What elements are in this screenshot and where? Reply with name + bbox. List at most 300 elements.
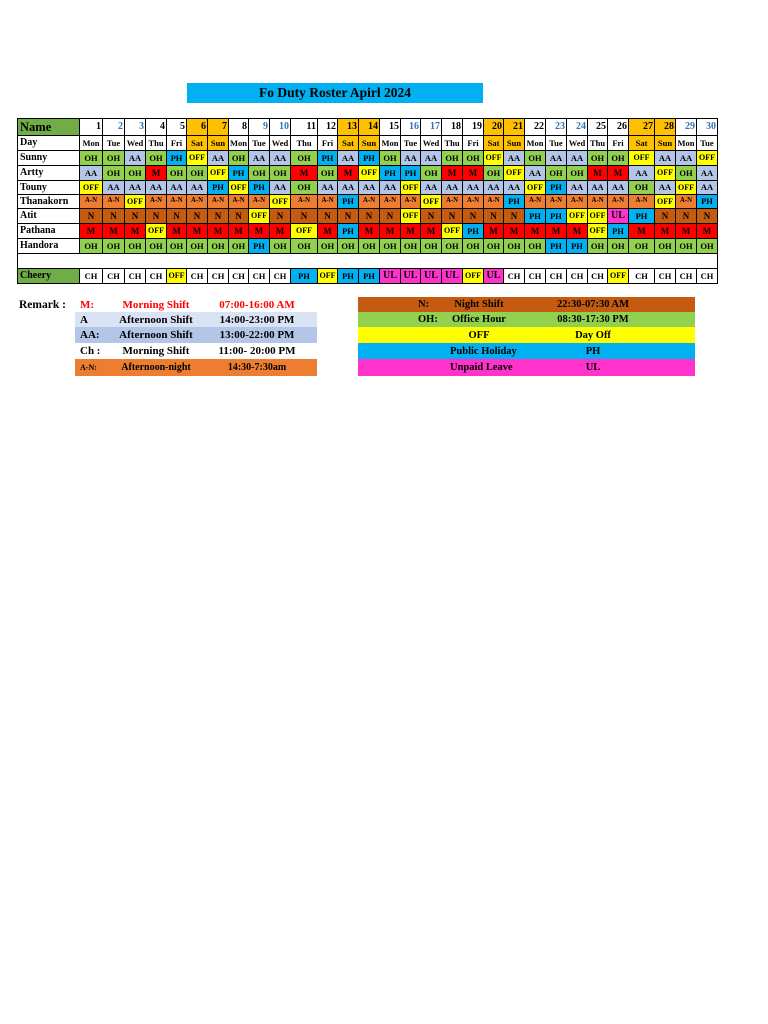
legend-value: 11:00- 20:00 PM (218, 345, 296, 357)
roster-title: Fo Duty Roster Apirl 2024 (187, 83, 483, 103)
weekday-cell: Mon (525, 136, 546, 151)
shift-cell: OFF (676, 181, 697, 195)
shift-cell: A-N (442, 195, 463, 209)
weekday-cell: Wed (125, 136, 146, 151)
shift-cell: OFF (318, 269, 338, 284)
legend-label: Morning Shift (122, 298, 190, 311)
shift-cell: OFF (270, 195, 291, 209)
shift-cell: M (270, 224, 291, 239)
shift-cell: PH (463, 224, 484, 239)
shift-cell: OH (270, 166, 291, 181)
shift-cell: UL (421, 269, 442, 284)
shift-cell: AA (608, 181, 629, 195)
shift-cell: OH (421, 166, 442, 181)
day-label: Day (18, 136, 80, 151)
shift-cell: M (380, 224, 401, 239)
shift-cell: OH (318, 166, 338, 181)
shift-cell: N (338, 209, 359, 224)
weekday-cell: Fri (318, 136, 338, 151)
weekday-cell: Mon (380, 136, 401, 151)
shift-cell: OH (229, 151, 249, 166)
staff-row (18, 181, 718, 195)
shift-cell: M (442, 166, 463, 181)
shift-cell: OH (80, 239, 103, 254)
date-cell: 7 (208, 119, 229, 136)
date-cell: 15 (380, 119, 401, 136)
shift-cell: M (338, 166, 359, 181)
date-cell: 21 (504, 119, 525, 136)
shift-cell: OH (504, 239, 525, 254)
legend-value: 07:00-16:00 AM (219, 298, 295, 311)
shift-cell: CH (125, 269, 146, 284)
shift-cell: N (270, 209, 291, 224)
shift-cell: OH (249, 166, 270, 181)
shift-cell: OFF (608, 269, 629, 284)
shift-cell: AA (125, 181, 146, 195)
shift-cell: OFF (588, 209, 608, 224)
date-cell: 2 (103, 119, 125, 136)
shift-cell: OFF (291, 224, 318, 239)
date-cell: 3 (125, 119, 146, 136)
shift-cell: PH (338, 269, 359, 284)
shift-cell: A-N (484, 195, 504, 209)
shift-cell: CH (249, 269, 270, 284)
shift-cell: N (103, 209, 125, 224)
shift-cell: UL (484, 269, 504, 284)
shift-cell: OH (146, 151, 167, 166)
shift-cell: OH (442, 151, 463, 166)
shift-cell: AA (463, 181, 484, 195)
shift-cell: N (80, 209, 103, 224)
shift-cell: M (525, 224, 546, 239)
shift-cell: UL (608, 209, 629, 224)
date-cell: 12 (318, 119, 338, 136)
shift-cell: A-N (629, 195, 655, 209)
date-cell: 25 (588, 119, 608, 136)
shift-cell: PH (546, 209, 567, 224)
legend-label: Afternoon Shift (119, 313, 193, 326)
remark-label: Remark : (19, 299, 66, 311)
shift-cell: PH (546, 181, 567, 195)
shift-cell: N (463, 209, 484, 224)
staff-row (18, 151, 718, 166)
legend-label: Night Shift (454, 299, 504, 310)
shift-cell: A-N (567, 195, 588, 209)
legend-code: A (80, 313, 88, 326)
shift-cell: PH (318, 151, 338, 166)
legend-label: Morning Shift (122, 345, 190, 357)
shift-cell: AA (359, 181, 380, 195)
shift-cell: N (229, 209, 249, 224)
shift-cell: OH (546, 166, 567, 181)
shift-cell: OFF (655, 166, 676, 181)
shift-cell: M (167, 224, 187, 239)
legend-value: 08:30-17:30 PM (557, 314, 629, 325)
date-cell: 30 (697, 119, 718, 136)
shift-cell: M (588, 166, 608, 181)
weekday-cell: Mon (80, 136, 103, 151)
legend-label: Afternoon-night (121, 362, 191, 373)
shift-cell: OH (588, 151, 608, 166)
date-cell: 16 (401, 119, 421, 136)
staff-name: Touny (18, 181, 80, 195)
legend-value: UL (585, 362, 601, 373)
shift-cell: AA (167, 181, 187, 195)
weekday-cell: Sun (504, 136, 525, 151)
legend-row (75, 297, 317, 312)
shift-cell: OH (380, 151, 401, 166)
shift-cell: CH (525, 269, 546, 284)
spacer-row (18, 254, 718, 269)
shift-cell: CH (697, 269, 718, 284)
legend-code: A-N: (80, 363, 97, 372)
weekday-cell: Tue (249, 136, 270, 151)
shift-cell: PH (208, 181, 229, 195)
shift-cell: N (655, 209, 676, 224)
legend-row (358, 359, 695, 376)
shift-cell: OFF (167, 269, 187, 284)
weekday-cell: Tue (546, 136, 567, 151)
date-cell: 22 (525, 119, 546, 136)
shift-cell: M (146, 166, 167, 181)
shift-cell: PH (380, 166, 401, 181)
shift-cell: A-N (318, 195, 338, 209)
shift-cell: OH (103, 151, 125, 166)
shift-cell: OFF (80, 181, 103, 195)
shift-cell: OFF (401, 181, 421, 195)
shift-cell: M (421, 224, 442, 239)
shift-cell: OFF (401, 209, 421, 224)
shift-cell: AA (249, 151, 270, 166)
weekday-cell: Wed (270, 136, 291, 151)
shift-cell: AA (504, 151, 525, 166)
shift-cell: CH (655, 269, 676, 284)
shift-cell: OH (167, 239, 187, 254)
shift-cell: OH (484, 166, 504, 181)
shift-cell: M (125, 224, 146, 239)
shift-cell: OH (629, 181, 655, 195)
shift-cell: PH (359, 269, 380, 284)
shift-cell: AA (338, 181, 359, 195)
date-cell: 18 (442, 119, 463, 136)
shift-cell: OFF (421, 195, 442, 209)
date-cell: 20 (484, 119, 504, 136)
shift-cell: N (504, 209, 525, 224)
weekday-cell: Sun (655, 136, 676, 151)
shift-cell: CH (146, 269, 167, 284)
shift-cell: OH (655, 239, 676, 254)
shift-cell: OFF (484, 151, 504, 166)
shift-cell: PH (167, 151, 187, 166)
weekday-cell: Sun (359, 136, 380, 151)
legend-row (75, 359, 317, 376)
shift-cell: M (484, 224, 504, 239)
shift-cell: PH (229, 166, 249, 181)
shift-cell: CH (187, 269, 208, 284)
weekday-cell: Thu (442, 136, 463, 151)
legend-row (75, 327, 317, 343)
staff-row (18, 239, 718, 254)
shift-cell: N (291, 209, 318, 224)
shift-cell: OFF (588, 224, 608, 239)
legend-code: N: (418, 299, 430, 310)
staff-name: Handora (18, 239, 80, 254)
shift-cell: OH (608, 151, 629, 166)
weekday-cell: Fri (463, 136, 484, 151)
shift-cell: A-N (80, 195, 103, 209)
legend-row (358, 312, 695, 327)
shift-cell: CH (80, 269, 103, 284)
shift-cell: M (567, 224, 588, 239)
shift-cell: OH (291, 151, 318, 166)
shift-cell: N (484, 209, 504, 224)
shift-cell: A-N (546, 195, 567, 209)
date-header-row (18, 119, 718, 136)
shift-cell: PH (567, 239, 588, 254)
shift-cell: AA (504, 181, 525, 195)
weekday-row (18, 136, 718, 151)
staff-name: Thanakorn (18, 195, 80, 209)
shift-cell: A-N (167, 195, 187, 209)
date-cell: 5 (167, 119, 187, 136)
shift-cell: OH (463, 151, 484, 166)
roster-table (17, 118, 718, 284)
shift-cell: AA (401, 151, 421, 166)
shift-cell: OH (676, 239, 697, 254)
legend-label: Unpaid Leave (450, 362, 513, 373)
legend-code: M: (80, 298, 95, 311)
shift-cell: N (318, 209, 338, 224)
shift-cell: AA (270, 151, 291, 166)
shift-cell: OH (270, 239, 291, 254)
shift-cell: A-N (291, 195, 318, 209)
shift-cell: A-N (676, 195, 697, 209)
staff-row (18, 209, 718, 224)
shift-cell: OFF (525, 181, 546, 195)
shift-cell: OH (676, 166, 697, 181)
shift-cell: OH (291, 239, 318, 254)
shift-cell: N (208, 209, 229, 224)
shift-cell: M (208, 224, 229, 239)
date-cell: 19 (463, 119, 484, 136)
date-cell: 1 (80, 119, 103, 136)
shift-cell: OFF (697, 151, 718, 166)
shift-cell: PH (338, 224, 359, 239)
legend-right (358, 297, 695, 376)
shift-cell: N (187, 209, 208, 224)
legend-code: Ch : (80, 345, 101, 357)
shift-cell: M (401, 224, 421, 239)
shift-cell: OH (318, 239, 338, 254)
shift-cell: PH (546, 239, 567, 254)
weekday-cell: Tue (401, 136, 421, 151)
weekday-cell: Sat (629, 136, 655, 151)
shift-cell: OH (80, 151, 103, 166)
shift-cell: PH (525, 209, 546, 224)
weekday-cell: Mon (676, 136, 697, 151)
shift-cell: M (629, 224, 655, 239)
shift-cell: M (546, 224, 567, 239)
shift-cell: M (229, 224, 249, 239)
date-cell: 9 (249, 119, 270, 136)
shift-cell: N (697, 209, 718, 224)
shift-cell: OH (567, 166, 588, 181)
legend-value: 13:00-22:00 PM (219, 329, 295, 341)
date-cell: 13 (338, 119, 359, 136)
shift-cell: A-N (187, 195, 208, 209)
shift-cell: M (103, 224, 125, 239)
shift-cell: CH (546, 269, 567, 284)
weekday-cell: Thu (588, 136, 608, 151)
legend-value: Day Off (575, 329, 611, 341)
staff-name: Pathana (18, 224, 80, 239)
weekday-cell: Thu (146, 136, 167, 151)
weekday-cell: Fri (167, 136, 187, 151)
weekday-cell: Sat (338, 136, 359, 151)
shift-cell: M (504, 224, 525, 239)
shift-cell: A-N (103, 195, 125, 209)
weekday-cell: Thu (291, 136, 318, 151)
shift-cell: AA (421, 181, 442, 195)
shift-cell: A-N (359, 195, 380, 209)
shift-cell: OH (146, 239, 167, 254)
weekday-cell: Fri (608, 136, 629, 151)
shift-cell: PH (291, 269, 318, 284)
shift-cell: A-N (380, 195, 401, 209)
shift-cell: PH (249, 181, 270, 195)
shift-cell: M (697, 224, 718, 239)
staff-row (18, 224, 718, 239)
shift-cell: AA (146, 181, 167, 195)
shift-cell: OH (187, 166, 208, 181)
date-cell: 17 (421, 119, 442, 136)
shift-cell: N (359, 209, 380, 224)
legend-left (75, 297, 317, 376)
shift-cell: M (249, 224, 270, 239)
shift-cell: OH (525, 239, 546, 254)
date-cell: 11 (291, 119, 318, 136)
name-header: Name (18, 119, 80, 136)
shift-cell: A-N (401, 195, 421, 209)
shift-cell: PH (338, 195, 359, 209)
shift-cell: M (676, 224, 697, 239)
shift-cell: AA (655, 151, 676, 166)
shift-cell: OFF (125, 195, 146, 209)
shift-cell: OH (588, 239, 608, 254)
staff-name: Artty (18, 166, 80, 181)
spacer-cell (18, 254, 718, 269)
weekday-cell: Wed (421, 136, 442, 151)
shift-cell: OFF (629, 151, 655, 166)
shift-cell: A-N (463, 195, 484, 209)
weekday-cell: Sat (187, 136, 208, 151)
staff-name: Atit (18, 209, 80, 224)
legend-value: PH (585, 345, 601, 357)
shift-cell: AA (187, 181, 208, 195)
shift-cell: CH (229, 269, 249, 284)
shift-cell: UL (442, 269, 463, 284)
date-cell: 23 (546, 119, 567, 136)
date-cell: 8 (229, 119, 249, 136)
shift-cell: OFF (442, 224, 463, 239)
shift-cell: AA (270, 181, 291, 195)
staff-row (18, 166, 718, 181)
shift-cell: A-N (146, 195, 167, 209)
shift-cell: AA (697, 181, 718, 195)
date-cell: 29 (676, 119, 697, 136)
date-cell: 4 (146, 119, 167, 136)
legend-value: 22:30-07:30 AM (556, 299, 630, 310)
shift-cell: AA (567, 181, 588, 195)
shift-cell: AA (103, 181, 125, 195)
shift-cell: CH (270, 269, 291, 284)
date-cell: 24 (567, 119, 588, 136)
shift-cell: OH (103, 239, 125, 254)
shift-cell: CH (208, 269, 229, 284)
shift-cell: OH (629, 239, 655, 254)
legend-code: OH: (418, 314, 438, 325)
shift-cell: OH (463, 239, 484, 254)
shift-cell: AA (80, 166, 103, 181)
shift-cell: PH (504, 195, 525, 209)
legend-row (75, 343, 317, 359)
shift-cell: AA (208, 151, 229, 166)
staff-name: Sunny (18, 151, 80, 166)
weekday-cell: Wed (567, 136, 588, 151)
shift-cell: UL (401, 269, 421, 284)
shift-cell: CH (676, 269, 697, 284)
weekday-cell: Mon (229, 136, 249, 151)
staff-row (18, 269, 718, 284)
shift-cell: PH (608, 224, 629, 239)
shift-cell: OH (442, 239, 463, 254)
weekday-cell: Tue (697, 136, 718, 151)
shift-cell: OH (103, 166, 125, 181)
shift-cell: OFF (567, 209, 588, 224)
shift-cell: OH (125, 166, 146, 181)
shift-cell: A-N (249, 195, 270, 209)
shift-cell: OFF (229, 181, 249, 195)
shift-cell: N (421, 209, 442, 224)
shift-cell: N (146, 209, 167, 224)
shift-cell: PH (359, 151, 380, 166)
shift-cell: OH (484, 239, 504, 254)
shift-cell: CH (588, 269, 608, 284)
legend-label: Afternoon Shift (119, 329, 193, 341)
legend-label: Office Hour (452, 314, 506, 325)
shift-cell: AA (546, 151, 567, 166)
shift-cell: A-N (588, 195, 608, 209)
shift-cell: N (125, 209, 146, 224)
shift-cell: CH (567, 269, 588, 284)
date-cell: 26 (608, 119, 629, 136)
shift-cell: OFF (146, 224, 167, 239)
shift-cell: OH (697, 239, 718, 254)
shift-cell: A-N (229, 195, 249, 209)
legend-value: 14:30-7:30am (227, 362, 287, 373)
shift-cell: OFF (463, 269, 484, 284)
legend-value: 14:00-23:00 PM (219, 313, 295, 326)
shift-cell: OH (380, 239, 401, 254)
shift-cell: PH (629, 209, 655, 224)
shift-cell: OFF (249, 209, 270, 224)
shift-cell: M (359, 224, 380, 239)
legend-code: AA: (80, 329, 100, 341)
shift-cell: OH (421, 239, 442, 254)
shift-cell: CH (504, 269, 525, 284)
shift-cell: OH (208, 239, 229, 254)
shift-cell: PH (697, 195, 718, 209)
